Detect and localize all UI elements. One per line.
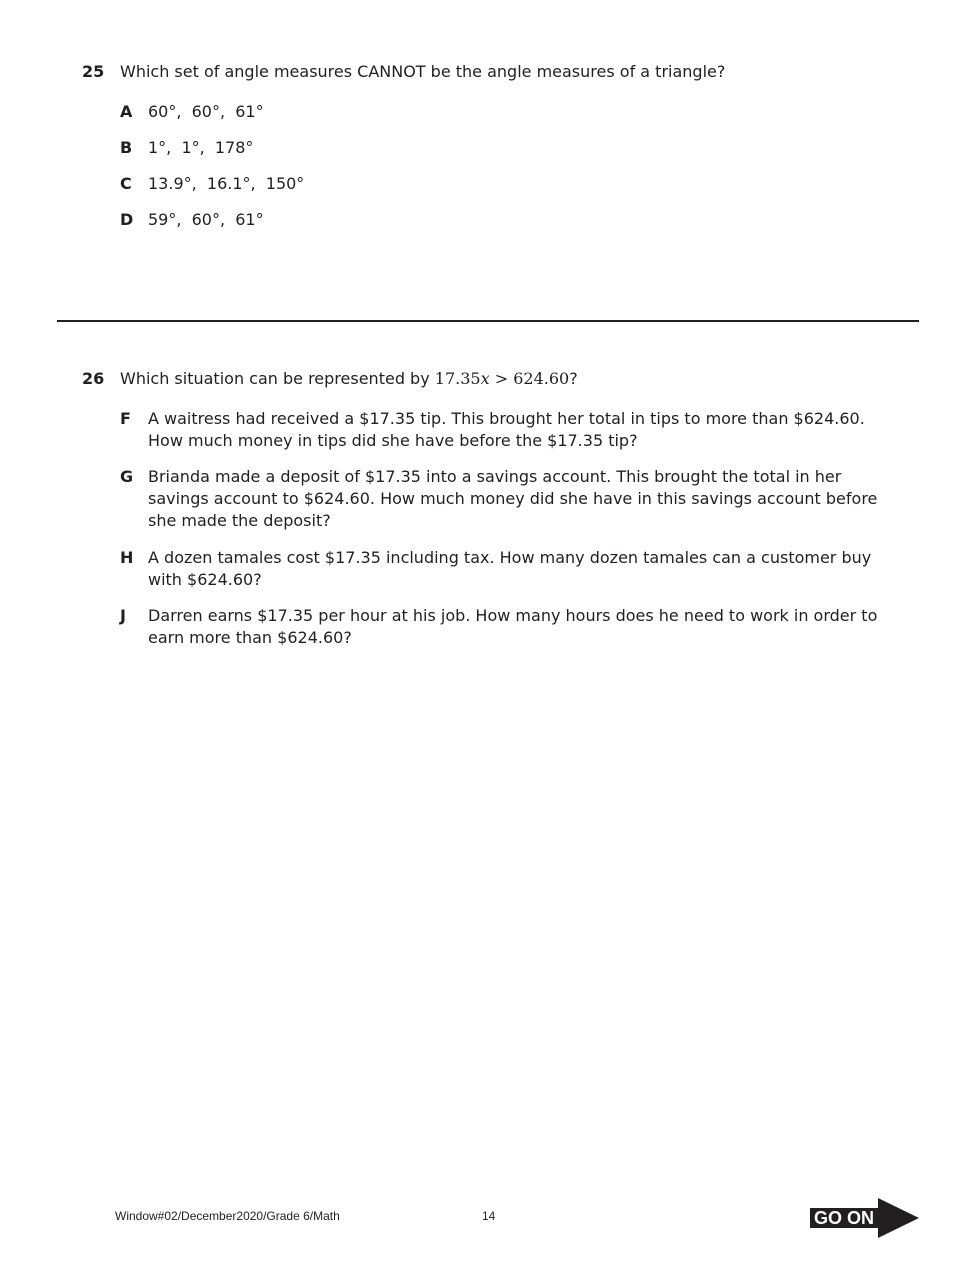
stem-inequality [435, 369, 569, 388]
math-coefficient: 17.35 [434, 369, 481, 388]
choice-letter: C [120, 174, 132, 193]
choice-letter: D [120, 210, 134, 229]
math-relation: > [489, 369, 514, 388]
choice-letter: A [120, 102, 133, 121]
answer-choice-g[interactable] [120, 466, 880, 532]
math-variable: x [480, 369, 490, 388]
stem-text: Which situation can be represented by [120, 369, 430, 388]
question-stem [120, 368, 578, 390]
choice-text: Brianda made a deposit of $17.35 into a savings account. This brought the total in her savings account to $624.60. How much money did she have in this savings account before she made the deposit? [148, 467, 878, 530]
answer-choice-f[interactable] [120, 408, 880, 452]
choice-letter: H [120, 548, 134, 567]
choice-text: Darren earns $17.35 per hour at his job. How many hours does he need to work in order to earn more than $624.60? [148, 606, 878, 647]
stem-punctuation: ? [569, 369, 578, 388]
choice-letter: B [120, 138, 133, 157]
footer-test-code: Window#02/December2020/Grade 6/Math [115, 1209, 340, 1223]
choice-letter: G [120, 467, 134, 486]
answer-choice-j[interactable] [120, 605, 880, 649]
choice-text: A dozen tamales cost $17.35 including tax. How many dozen tamales can a customer buy with $624.60? [148, 548, 872, 589]
go-on-indicator [810, 1198, 920, 1238]
choice-text: 1°, 1°, 178° [148, 138, 254, 157]
page-number: 14 [482, 1209, 496, 1223]
choice-text: 59°, 60°, 61° [148, 210, 264, 229]
section-divider [57, 320, 919, 322]
choice-letter: J [120, 606, 126, 625]
answer-choice-h[interactable] [120, 547, 880, 591]
question-stem: Which set of angle measures CANNOT be the angle measures of a triangle? [120, 62, 726, 81]
choice-text: A waitress had received a $17.35 tip. This brought her total in tips to more than $624.60. How much money in tips did she have before the $17.35 tip? [148, 409, 865, 450]
question-number: 26 [82, 369, 105, 388]
go-on-label: GO ON [814, 1208, 875, 1228]
math-rhs: 624.60 [513, 369, 570, 388]
choice-text: 60°, 60°, 61° [148, 102, 264, 121]
question-number: 25 [82, 62, 105, 81]
choice-text: 13.9°, 16.1°, 150° [148, 174, 305, 193]
choice-letter: F [120, 409, 131, 428]
